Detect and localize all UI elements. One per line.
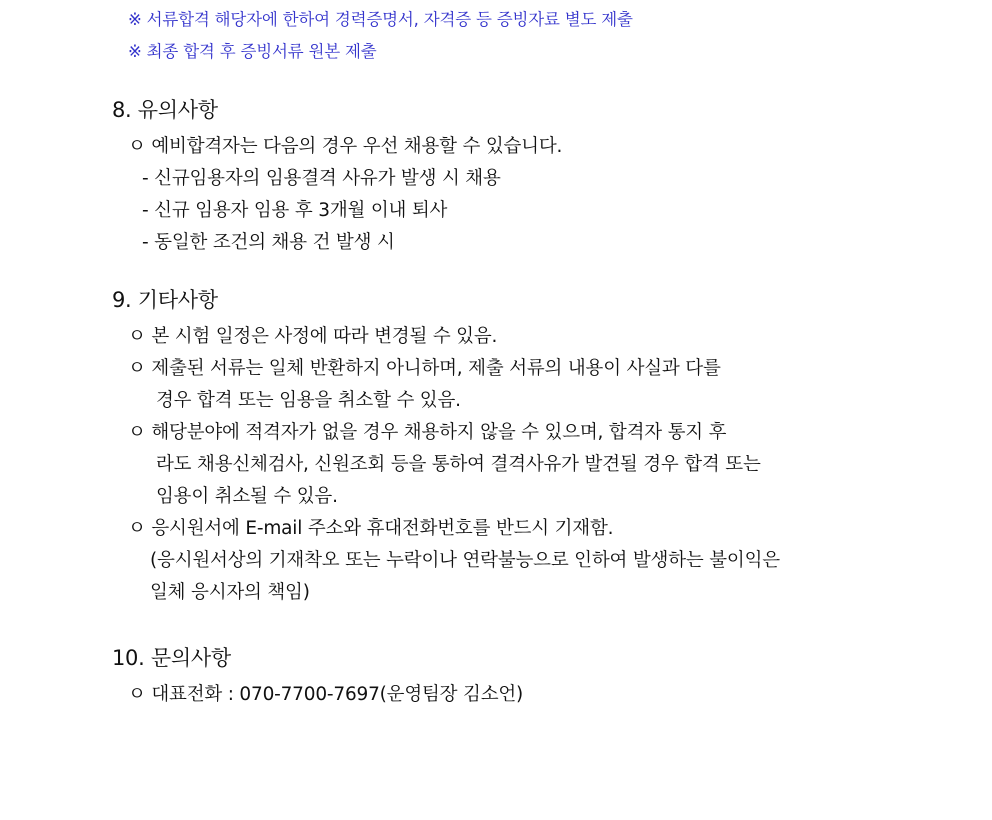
section-8-items [0, 132, 992, 258]
section-title: 9. 기타사항 [112, 288, 218, 313]
list-item-continuation: 라도 채용신체검사, 신원조회 등을 통하여 결격사유가 발견될 경우 합격 또는 [156, 454, 761, 476]
section-9 [0, 284, 992, 608]
list-item: ㅇ 제출된 서류는 일체 반환하지 아니하며, 제출 서류의 내용이 사실과 다를 [128, 358, 721, 380]
note-line: ※ 서류합격 해당자에 한하여 경력증명서, 자격증 등 증빙자료 별도 제출 [128, 10, 633, 29]
section-9-items [0, 322, 992, 608]
section-title: 8. 유의사항 [112, 98, 218, 123]
list-item: - 동일한 조건의 채용 건 발생 시 [142, 232, 395, 254]
section-10-items [0, 680, 992, 710]
list-item-continuation: 일체 응시자의 책임) [150, 581, 310, 603]
notes-block [0, 0, 992, 68]
list-item: ㅇ 본 시험 일정은 사정에 따라 변경될 수 있음. [128, 326, 498, 348]
section-8 [0, 94, 992, 258]
section-10 [0, 642, 992, 710]
list-item-continuation: (응시원서상의 기재착오 또는 누락이나 연락불능으로 인하여 발생하는 불이익은 [150, 550, 780, 571]
list-item-continuation: 경우 합격 또는 임용을 취소할 수 있음. [156, 390, 461, 412]
list-item: - 신규임용자의 임용결격 사유가 발생 시 채용 [142, 168, 501, 190]
list-item: ㅇ 해당분야에 적격자가 없을 경우 채용하지 않을 수 있으며, 합격자 통지 후 [128, 422, 727, 444]
section-title: 10. 문의사항 [112, 645, 231, 670]
list-item: ㅇ 예비합격자는 다음의 경우 우선 채용할 수 있습니다. [128, 136, 563, 158]
list-item-continuation: 임용이 취소될 수 있음. [156, 486, 338, 508]
note-line: ※ 최종 합격 후 증빙서류 원본 제출 [128, 42, 377, 62]
list-item: - 신규 임용자 임용 후 3개월 이내 퇴사 [142, 200, 448, 222]
list-item: ㅇ 응시원서에 E-mail 주소와 휴대전화번호를 반드시 기재함. [128, 518, 614, 540]
list-item: ㅇ 대표전화 : 070-7700-7697(운영팀장 김소언) [128, 683, 524, 705]
